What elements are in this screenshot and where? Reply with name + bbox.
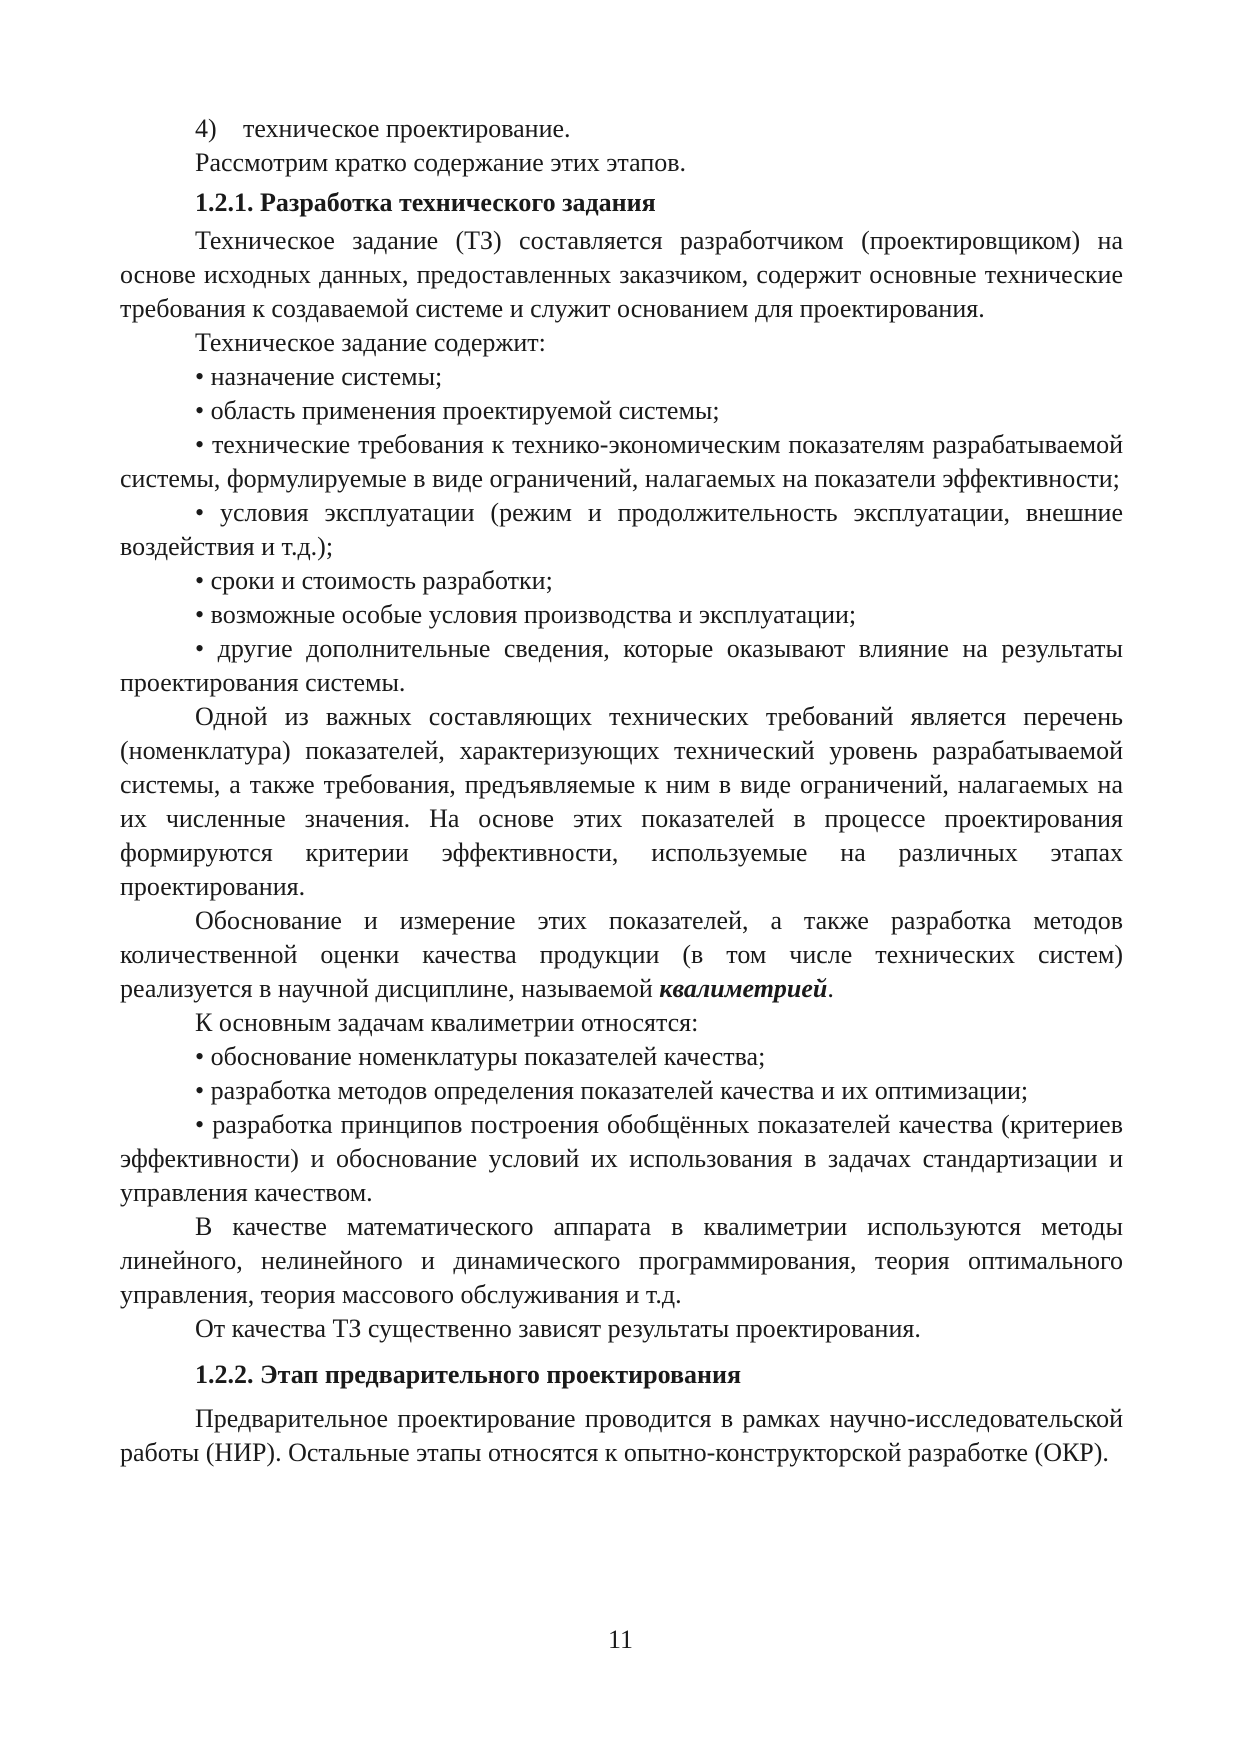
list-item-number: 4) [195, 114, 217, 143]
paragraph-tz-quality: От качества ТЗ существенно зависят результаты проектирования. [195, 1314, 921, 1343]
paragraph-qualimetry-text: Обоснование и измерение этих показателей, а также разработка методов количественной оценки качества продукции (в том числе технических систем) реализуется в научной дисциплине, называемой [120, 906, 1123, 1003]
bullet-item: • назначение системы; [195, 362, 443, 391]
paragraph-requirements: Одной из важных составляющих технических требований является перечень (номенклатура) показателей, характеризующих технический уровень разрабатываемой системы, а также требования, предъявляемые к ним в виде ограничений, налагаемых на их численные значения. На основе этих показателей в процессе проектирования формируются критерии эффективности, используемые на различных этапах проектирования. [120, 702, 1123, 901]
task-bullet-item: • разработка методов определения показателей качества и их оптимизации; [195, 1076, 1029, 1105]
section-heading-1-2-2: 1.2.2. Этап предварительного проектирования [195, 1360, 742, 1389]
section-heading-1-2-1: 1.2.1. Разработка технического задания [195, 188, 656, 217]
paragraph-preliminary-design: Предварительное проектирование проводится в рамках научно-исследовательской работы (НИР). Остальные этапы относятся к опытно-конструкторской разработке (ОКР). [120, 1404, 1123, 1467]
task-bullet-item: • разработка принципов построения обобщённых показателей качества (критериев эффективности) и обоснование условий их использования в задачах стандартизации и управления качеством. [120, 1110, 1123, 1207]
paragraph-tasks-intro: К основным задачам квалиметрии относятся: [195, 1008, 699, 1037]
qualimetry-term: квалиметрией [659, 974, 828, 1003]
paragraph-qualimetry [120, 904, 1123, 1006]
bullet-item: • технические требования к технико-экономическим показателям разрабатываемой системы, формулируемые в виде ограничений, налагаемых на показатели эффективности; [120, 430, 1123, 493]
list-item-text: техническое проектирование. [243, 114, 571, 143]
bullet-item: • возможные особые условия производства и эксплуатации; [195, 600, 857, 629]
bullet-item: • сроки и стоимость разработки; [195, 566, 553, 595]
bullet-item: • область применения проектируемой системы; [195, 396, 720, 425]
paragraph-tz-contains: Техническое задание содержит: [195, 328, 546, 357]
paragraph-qualimetry-end: . [827, 974, 834, 1003]
paragraph-tz-definition: Техническое задание (ТЗ) составляется разработчиком (проектировщиком) на основе исходных данных, предоставленных заказчиком, содержит основные технические требования к создаваемой системе и служит основанием для проектирования. [120, 226, 1123, 323]
paragraph-math-apparatus: В качестве математического аппарата в квалиметрии используются методы линейного, нелинейного и динамического программирования, теория оптимального управления, теория массового обслуживания и т.д. [120, 1212, 1123, 1309]
bullet-item: • условия эксплуатации (режим и продолжительность эксплуатации, внешние воздействия и т.д.); [120, 498, 1123, 561]
page-number: 11 [607, 1625, 634, 1654]
task-bullet-item: • обоснование номенклатуры показателей качества; [195, 1042, 766, 1071]
bullet-item: • другие дополнительные сведения, которые оказывают влияние на результаты проектирования системы. [120, 634, 1123, 697]
list-item-4 [120, 112, 1123, 146]
page-body [120, 112, 1123, 1470]
intro-paragraph: Рассмотрим кратко содержание этих этапов. [195, 148, 687, 177]
